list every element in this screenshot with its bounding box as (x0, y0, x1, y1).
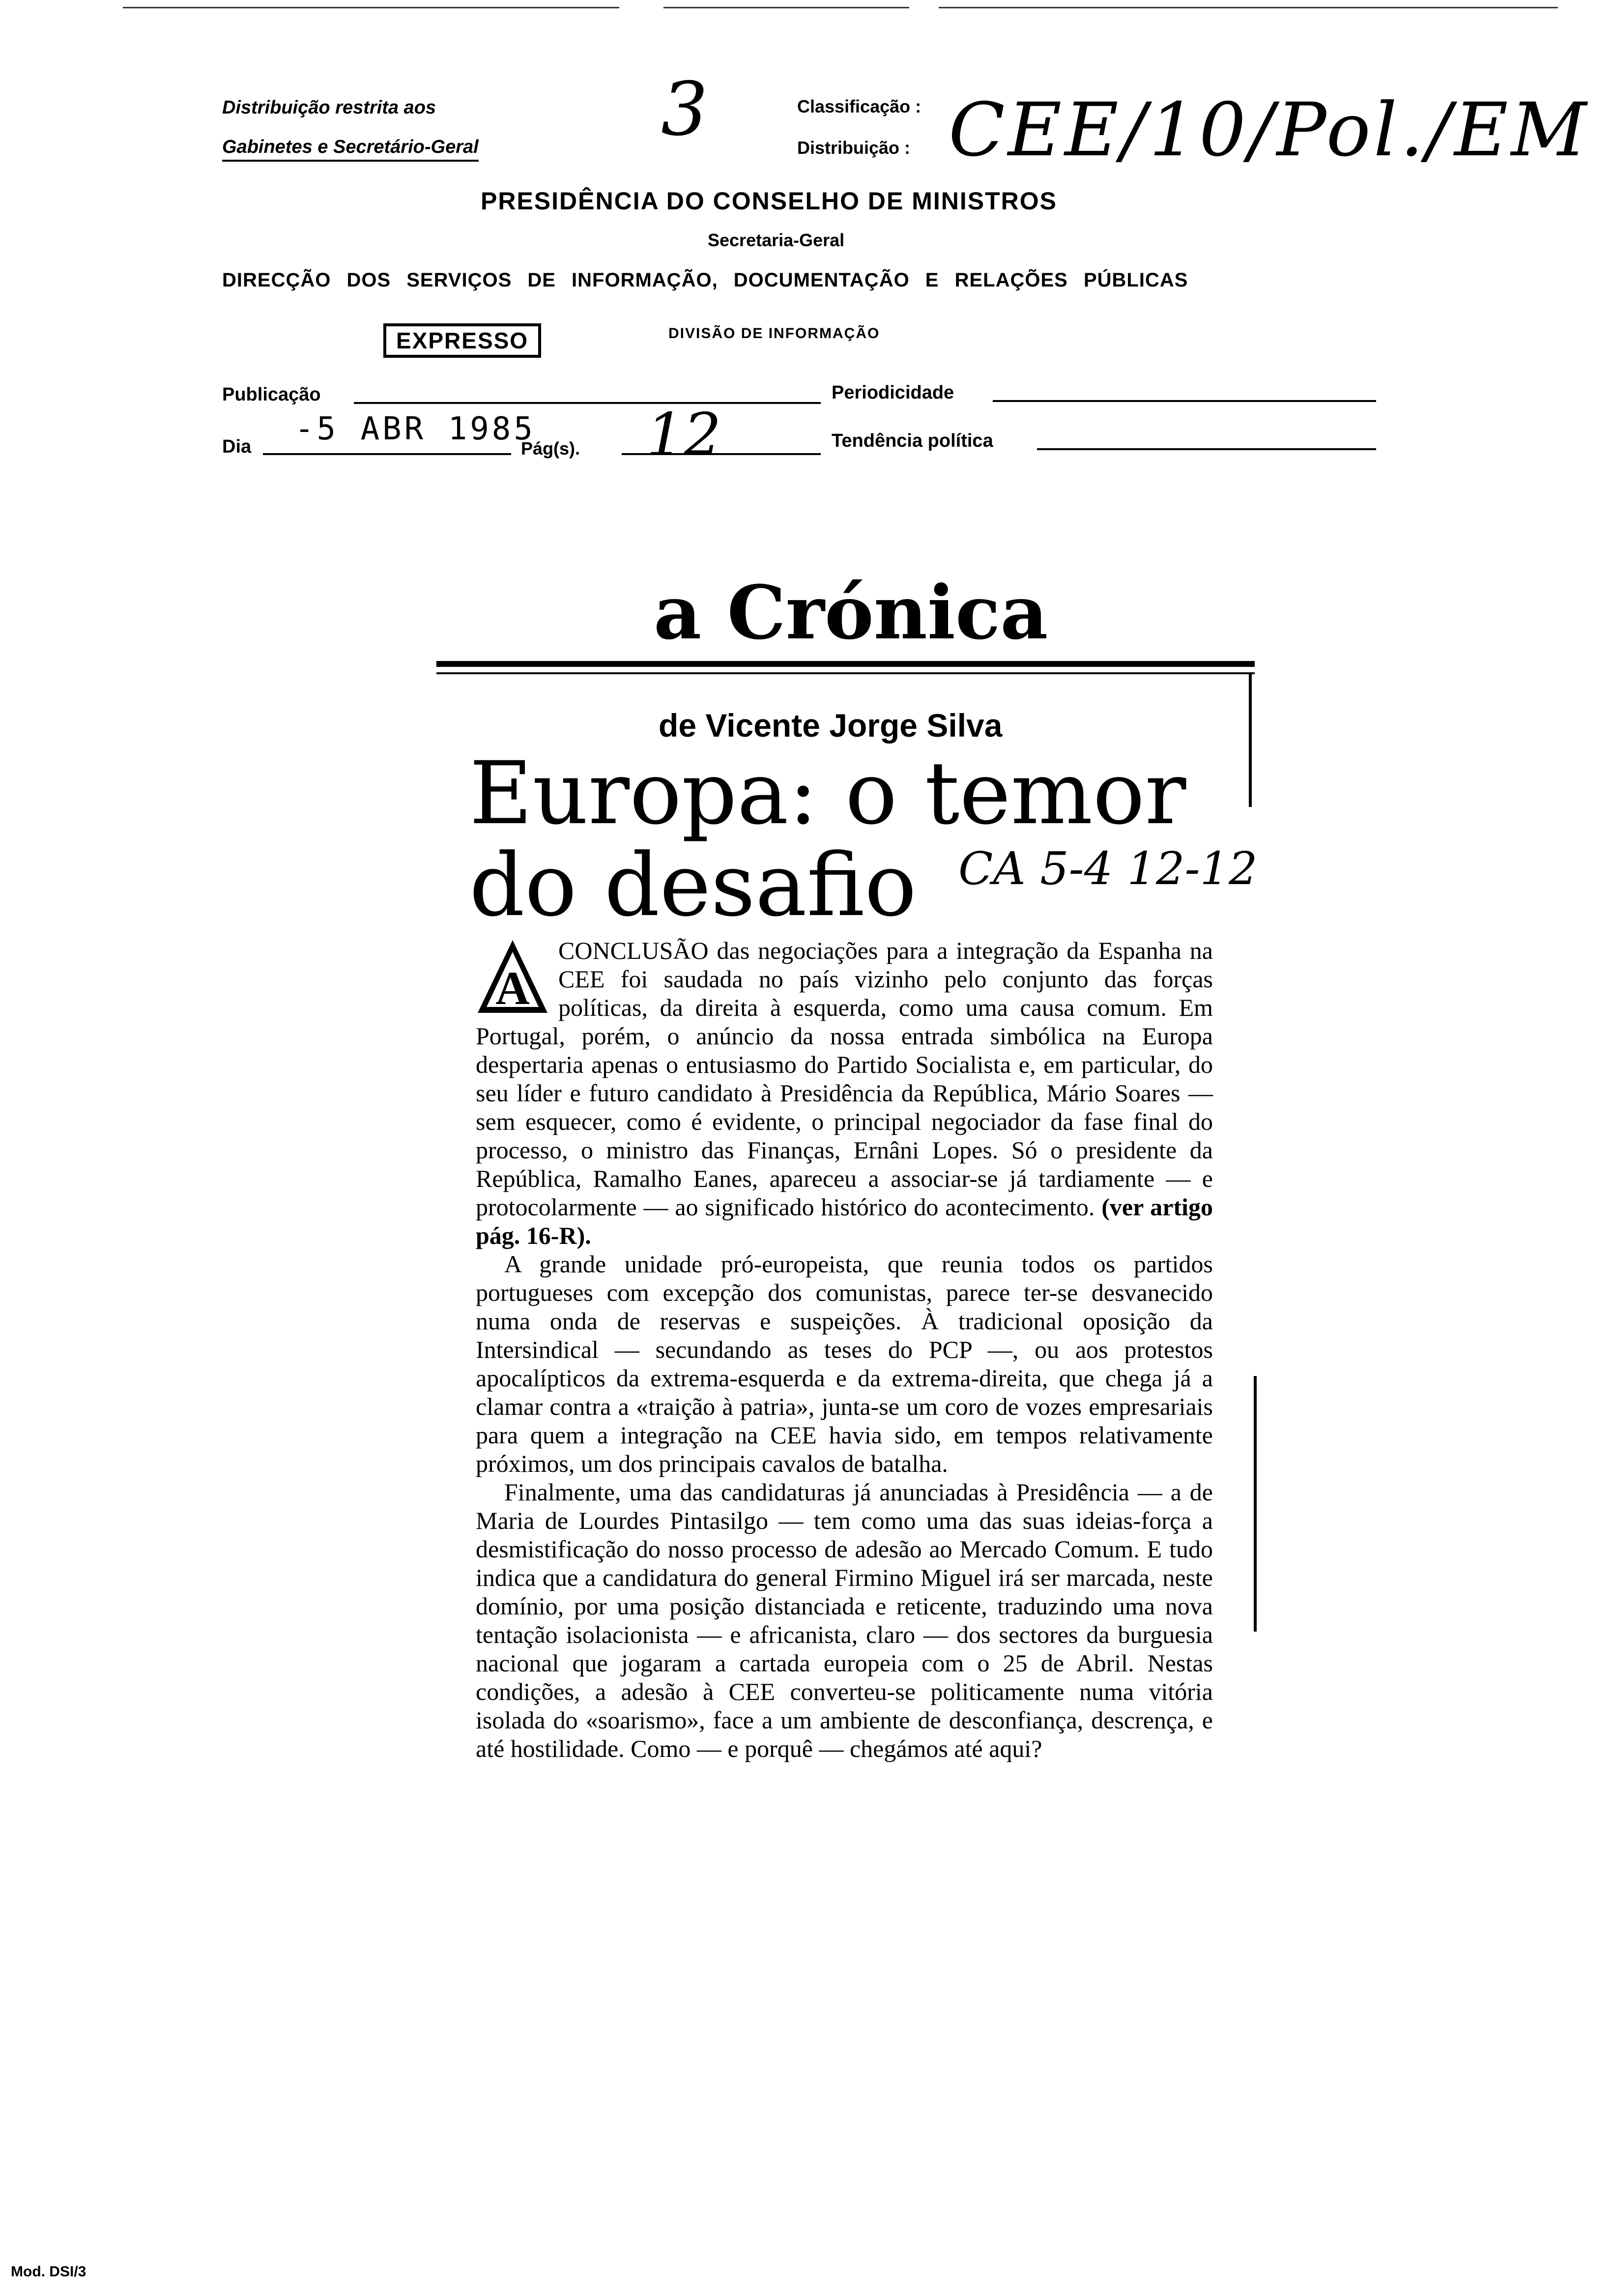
handwritten-code: CEE/10/Pol./EM (949, 87, 1590, 173)
paragraph-3: Finalmente, uma das candidaturas já anunciadas à Presidência — a de Maria de Lourdes Pintasilgo — tem como uma das suas ideias-força a desmistificação do nosso processo de adesão ao Mercado Comum. E tudo indica que a candidatura do general Firmino Miguel irá ser marcada, neste domínio, por uma posição distanciada e reticente, traduzindo uma nova tentação isolacionista — e africanista, claro — dos sectores da burguesia nacional que jogaram a cartada europeia com o 25 de Abril. Nestas condições, a adesão à CEE converteu-se politicamente numa vitória isolada do «soarismo», face a um ambiente de desconfiança, descrença, e até hostilidade. Como — e porquê — chegámos até aqui? (476, 1478, 1213, 1762)
day-stamp: -5 ABR 1985 (295, 411, 536, 447)
box-edge-right (1249, 674, 1252, 807)
day-field-line (263, 453, 511, 455)
box-edge-right-lower (1254, 1376, 1257, 1632)
day-label: Dia (222, 436, 252, 457)
periodicity-field-line (993, 400, 1376, 402)
secretariat-title: Secretaria-Geral (708, 230, 845, 250)
section-masthead: a Crónica (654, 570, 1048, 656)
publication-stamp: EXPRESSO (383, 323, 541, 358)
distribution-line1: Distribuição restrita aos (222, 97, 436, 118)
paragraph-1-text: CONCLUSÃO das negociações para a integração da Espanha na CEE foi saudada no país vizinho pelo conjunto das forças políticas, da direita à esquerda, como uma causa comum. Em Portugal, porém, o anúncio da nossa entrada simbólica na Europa despertaria apenas o entusiasmo do Partido Socialista e, em particular, do seu líder e futuro candidato à Presidência da República, Mário Soares — sem esquecer, como é evidente, o principal negociador da fase final do processo, o ministro das Finanças, Ernâni Lopes. Só o presidente da República, Ramalho Eanes, apareceu a associar-se já tardiamente — e protocolarmente — ao significado histórico do acontecimento. (476, 937, 1213, 1221)
scan-line (939, 7, 1558, 8)
drop-cap (476, 938, 549, 1015)
headline-line1: Europa: o temor (469, 743, 1186, 844)
masthead-rule-thin (436, 672, 1255, 674)
periodicity-label: Periodicidade (832, 382, 954, 403)
scan-line (663, 7, 909, 8)
scan-line (123, 7, 619, 8)
political-label: Tendência política (832, 430, 993, 451)
byline: de Vicente Jorge Silva (659, 707, 1003, 744)
paragraph-2: A grande unidade pró-europeista, que reunia todos os partidos portugueses com excepção dos comunistas, parece ter-se desvanecido numa onda de reservas e suspeições. À tradicional oposição da Intersindical — secundando as teses do PCP —, ou aos protestos apocalípticos da extrema-esquerda e da extrema-direita, que chega já a clamar contra a «traição à patria», junta-se um coro de vozes empresariais para quem a integração na CEE havia sido, em tempos relativamente próximos, um dos principais cavalos de batalha. (476, 1250, 1213, 1477)
masthead-rule-thick (436, 661, 1255, 667)
publication-field-line (354, 402, 821, 404)
institution-title: PRESIDÊNCIA DO CONSELHO DE MINISTROS (481, 187, 1058, 215)
handwritten-note: CA 5-4 12-12 (958, 842, 1258, 895)
pages-label: Pág(s). (521, 438, 580, 459)
classification-label: Classificação : (797, 96, 921, 116)
paragraph-1 (476, 936, 1213, 1250)
pages-field-line (622, 453, 821, 455)
article-body (476, 936, 1213, 1763)
pages-handwritten: 12 (646, 401, 721, 469)
division-title: DIVISÃO DE INFORMAÇÃO (668, 325, 880, 342)
article-reference: (ver artigo pág. 16-R). (476, 1193, 1213, 1249)
directorate-title: DIRECÇÃO DOS SERVIÇOS DE INFORMAÇÃO, DOCUMENTAÇÃO E RELAÇÕES PÚBLICAS (222, 269, 1188, 291)
handwritten-number: 3 (661, 67, 708, 152)
headline-line2: do desafio (469, 835, 917, 936)
political-field-line (1037, 448, 1376, 450)
publication-label: Publicação (222, 384, 321, 405)
distribution-label: Distribuição : (797, 138, 911, 158)
form-code: Mod. DSI/3 (11, 2264, 86, 2280)
drop-cap-letter: A (495, 962, 530, 1014)
distribution-line2: Gabinetes e Secretário-Geral (222, 137, 479, 162)
